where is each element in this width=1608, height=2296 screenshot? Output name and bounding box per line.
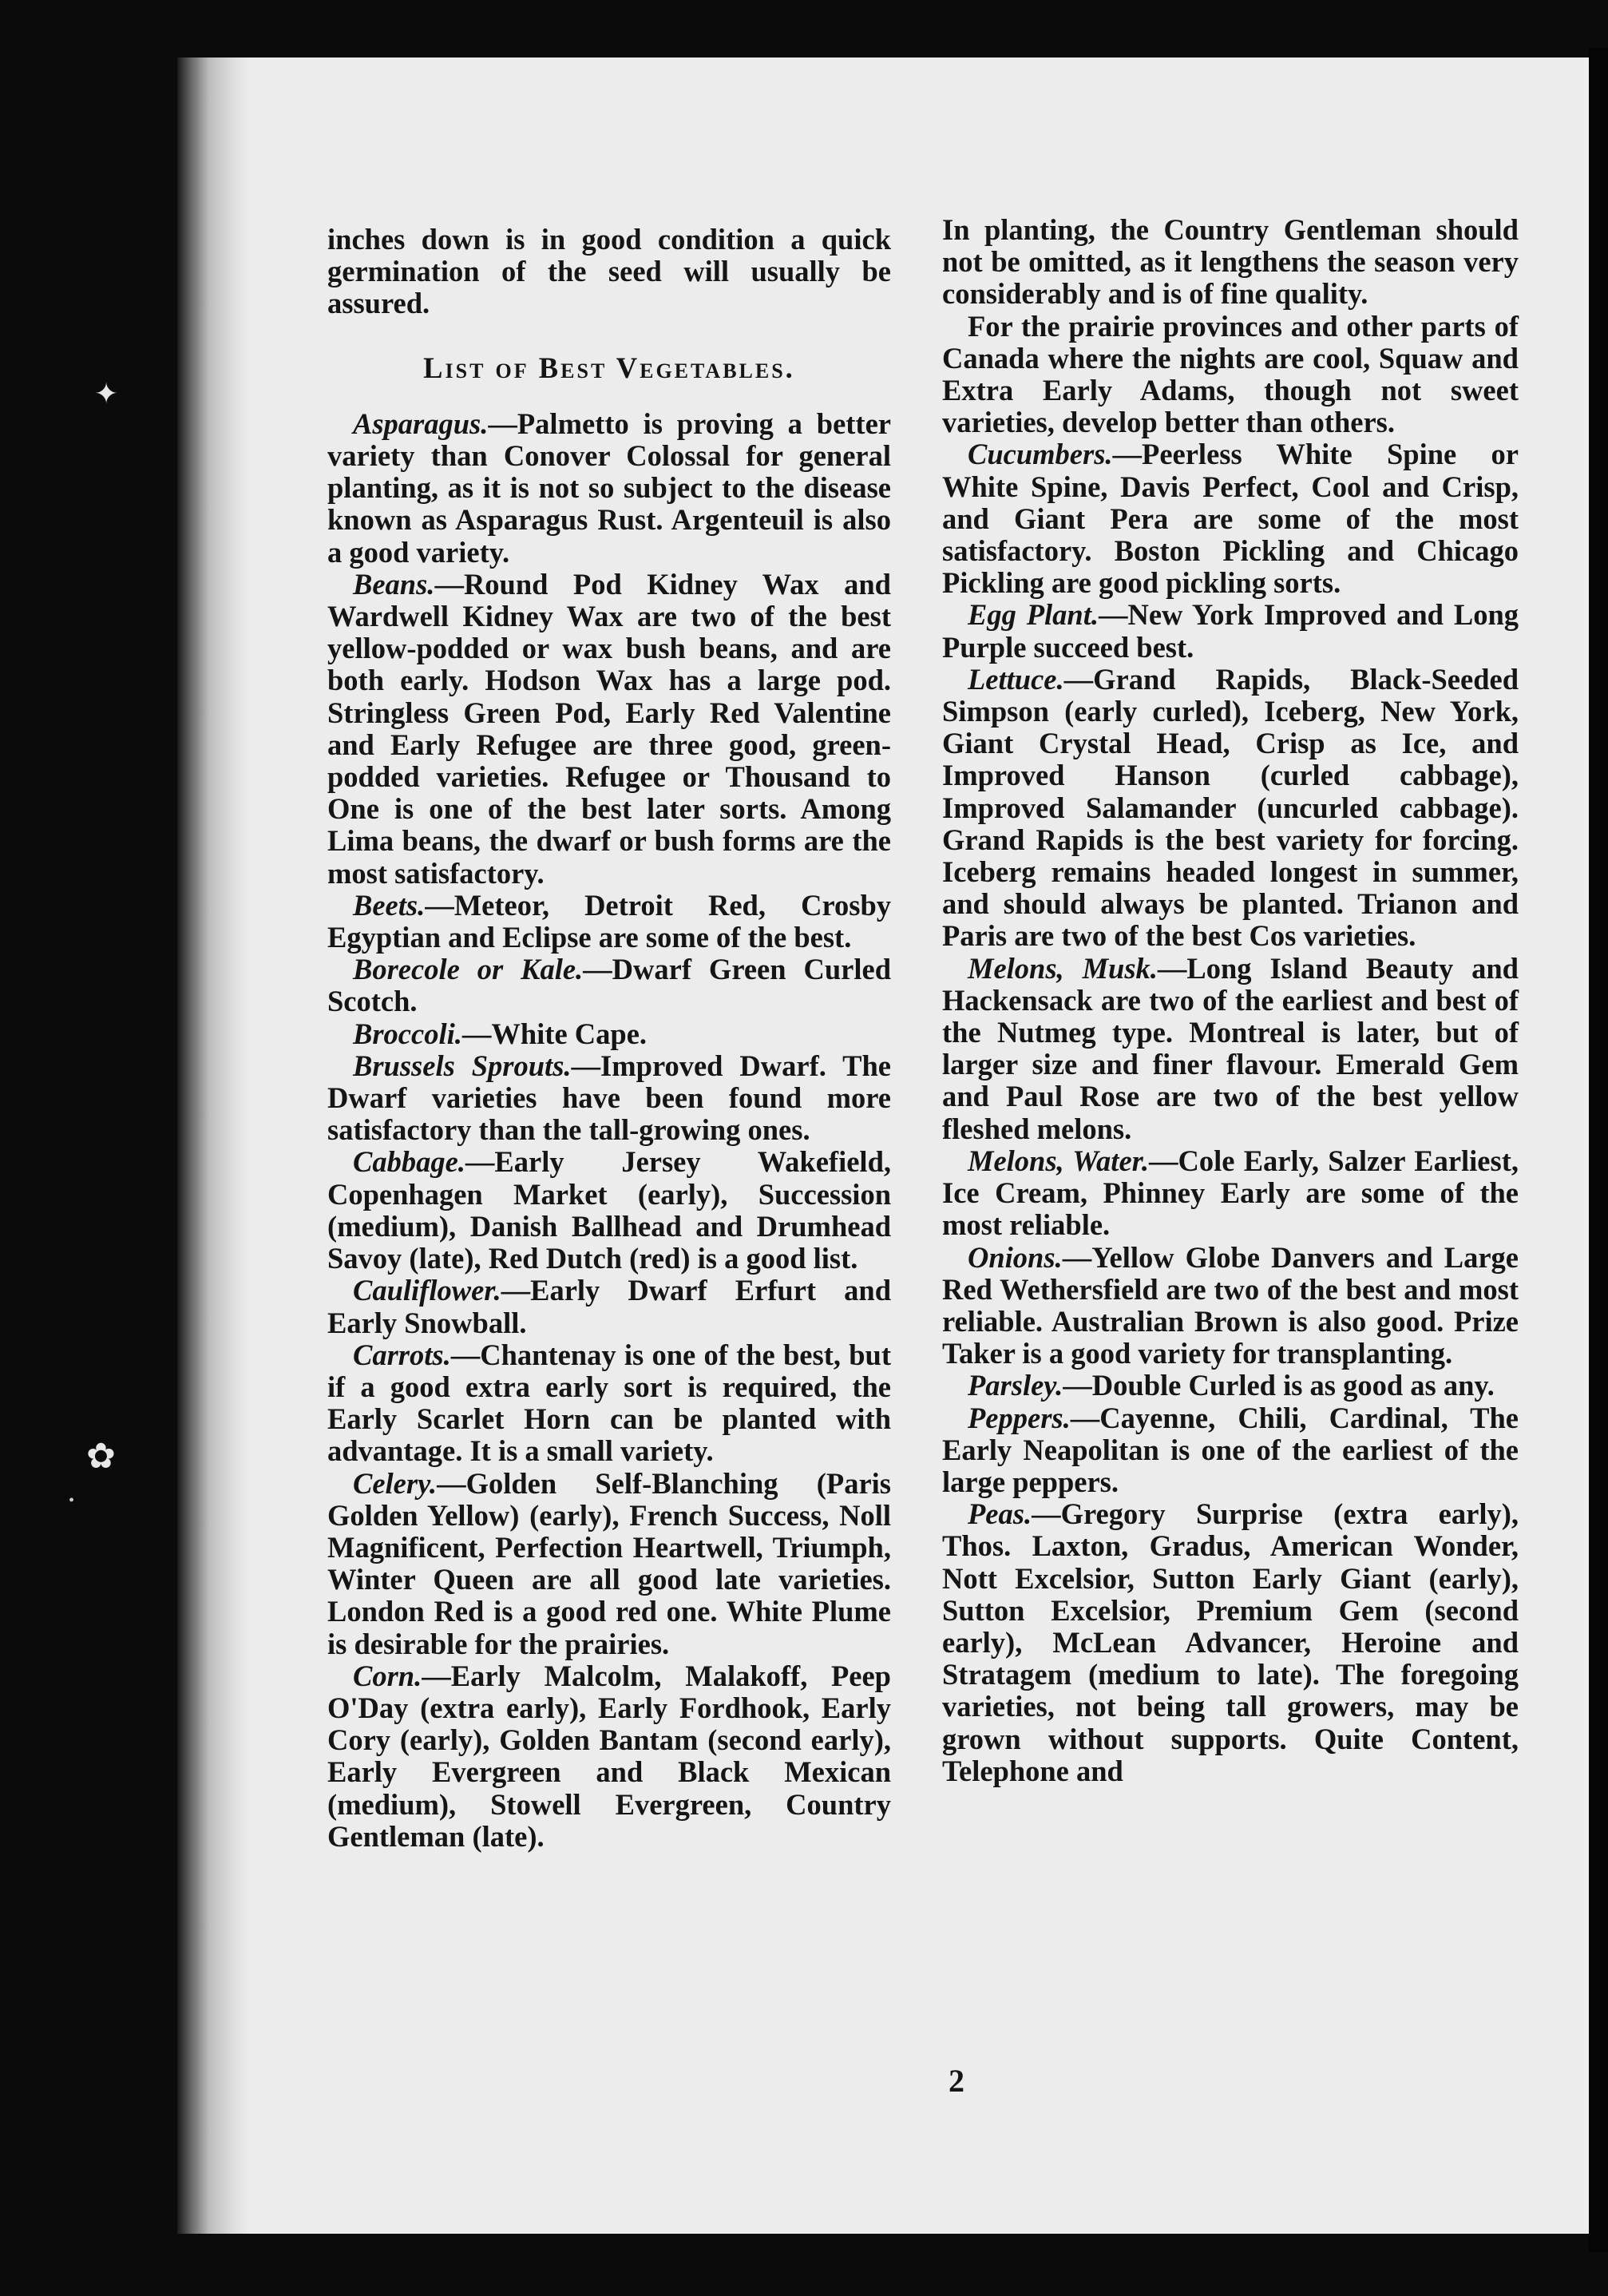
vegetable-entry <box>327 1660 891 1853</box>
speck-mark: ✿ <box>86 1437 116 1476</box>
vegetable-description: —Gregory Surprise (extra early), Thos. Laxton, Gradus, American Wonder, Nott Excelsior, Sutton Early Giant (early), Sutton Excelsior, Premium Gem (second early), McLean Advancer, Heroine and Stratagem (medium to late). The foregoing varieties, not being tall growers, may be grown without supports. Quite Content, Telephone and <box>942 1497 1519 1787</box>
vegetable-entry <box>327 1050 891 1147</box>
vegetable-name: Cauliflower. <box>353 1274 501 1307</box>
vegetable-description: —Yellow Globe Danvers and Large Red Wethersfield are two of the best and most reliable. Australian Brown is also good. Prize Taker is a good variety for transplanting. <box>942 1240 1519 1370</box>
vegetable-name: Corn. <box>353 1659 422 1692</box>
vegetable-name: Melons, Water. <box>968 1144 1149 1177</box>
vegetable-name: Egg Plant. <box>968 598 1099 632</box>
section-heading: List of Best Vegetables. <box>423 351 795 384</box>
vegetable-name: Carrots. <box>353 1338 451 1371</box>
binding-gutter <box>177 57 249 2234</box>
vegetable-entry <box>942 1242 1519 1370</box>
vegetable-entry <box>327 1468 891 1660</box>
vegetable-entry <box>942 599 1519 663</box>
vegetable-entry <box>942 1498 1519 1787</box>
vegetable-name: Lettuce. <box>968 662 1064 696</box>
vegetable-entry <box>327 1018 891 1050</box>
vegetable-name: Cucumbers. <box>968 438 1113 471</box>
vegetable-description: —Chantenay is one of the best, but if a good extra early sort is required, the Early Scarlet Horn can be planted with advantage. It is a small variety. <box>327 1338 891 1468</box>
vegetable-entry <box>327 408 891 569</box>
speck-mark: • <box>69 1492 75 1509</box>
vegetable-entry <box>327 890 891 954</box>
vegetable-description: —Grand Rapids, Black-Seeded Simpson (early curled), Iceberg, New York, Giant Crystal Head, Crisp as Ice, and Improved Hanson (curled cabbage), Improved Salamander (uncurled cabbage). Grand Rapids is the best variety for forcing. Iceberg remains headed longest in summer, and should always be planted. Trianon and Paris are two of the best Cos varieties. <box>942 662 1519 953</box>
paragraph: For the prairie provinces and other parts of Canada where the nights are cool, Squaw and Extra Early Adams, though not sweet varieties, develop better than others. <box>942 309 1519 439</box>
vegetable-entry <box>942 438 1519 599</box>
vegetable-description: —Early Jersey Wakefield, Copenhagen Market (early), Succession (medium), Danish Ballhead and Drumhead Savoy (late), Red Dutch (red) is a good list. <box>327 1145 891 1275</box>
vegetable-description: —Early Dwarf Erfurt and Early Snowball. <box>327 1274 891 1339</box>
vegetable-entry <box>327 1275 891 1338</box>
speck-mark: ✦ <box>94 378 119 410</box>
vegetable-name: Peas. <box>968 1497 1032 1531</box>
vegetable-name: Beets. <box>353 888 426 922</box>
vegetable-description: —White Cape. <box>461 1017 648 1050</box>
vegetable-description: —Early Malcolm, Malakoff, Peep O'Day (extra early), Early Fordhook, Early Cory (early), Golden Bantam (second early), Early Evergreen and Black Mexican (medium), Stowell Evergreen, Country Gentleman (late). <box>327 1659 891 1853</box>
vegetable-entry <box>327 569 891 890</box>
vegetable-description: —Improved Dwarf. The Dwarf varieties have been found more satisfactory than the tall-growing ones. <box>327 1049 892 1147</box>
vegetable-description: —New York Improved and Long Purple succeed best. <box>942 598 1519 664</box>
vegetable-description: —Round Pod Kidney Wax and Wardwell Kidney Wax are two of the best yellow-podded or wax bush beans, and are both early. Hodson Wax has a large pod. Stringless Green Pod, Early Red Valentine and Early Refugee are three good, green-podded varieties. Refugee or Thousand to One is one of the best later sorts. Among Lima beans, the dwarf or bush forms are the most satisfactory. <box>327 567 891 890</box>
vegetable-name: Parsley. <box>968 1369 1063 1402</box>
paragraph: In planting, the Country Gentleman should not be omitted, as it lengthens the season very considerably and is of fine quality. <box>942 213 1519 311</box>
vegetable-name: Borecole or Kale. <box>353 953 584 986</box>
vegetable-name: Cabbage. <box>353 1145 465 1179</box>
vegetable-description: —Cayenne, Chili, Cardinal, The Early Neapolitan is one of the earliest of the large peppers. <box>942 1401 1519 1498</box>
vegetable-description: —Peerless White Spine or White Spine, Davis Perfect, Cool and Crisp, and Giant Pera are some of the most satisfactory. Boston Pickling and Chicago Pickling are good pickling sorts. <box>942 438 1519 600</box>
vegetable-description: —Palmetto is proving a better variety than Conover Colossal for general planting, as it is not so subject to the disease known as Asparagus Rust. Argenteuil is also a good variety. <box>327 406 891 569</box>
vegetable-entry <box>942 664 1519 953</box>
right-column <box>942 214 1519 1787</box>
vegetable-entry <box>327 1339 891 1468</box>
vegetable-description: —Double Curled is as good as any. <box>1063 1369 1495 1402</box>
page-number: 2 <box>949 2063 964 2099</box>
vegetable-name: Asparagus. <box>353 406 489 440</box>
vegetable-name: Brussels Sprouts. <box>353 1049 572 1082</box>
paragraph: inches down is in good condition a quick germination of the seed will usually be assured. <box>327 223 891 320</box>
vegetable-entry <box>942 1145 1519 1242</box>
page-edge <box>1589 48 1608 2252</box>
vegetable-entry <box>942 1370 1519 1402</box>
vegetable-entry <box>327 954 891 1017</box>
vegetable-name: Melons, Musk. <box>968 951 1158 985</box>
vegetable-description: —Cole Early, Salzer Earliest, Ice Cream, Phinney Early are some of the most reliable. <box>942 1144 1519 1242</box>
vegetable-name: Celery. <box>353 1466 438 1500</box>
vegetable-name: Beans. <box>353 567 435 601</box>
vegetable-description: —Golden Self-Blanching (Paris Golden Yellow) (early), French Success, Noll Magnificent, Perfection Heartwell, Triumph, Winter Queen are all good late varieties. London Red is a good red one. White Plume is desirable for the prairies. <box>327 1466 891 1660</box>
vegetable-description: —Long Island Beauty and Hackensack are two of the earliest and best of the Nutmeg type. Montreal is later, but of larger size and finer flavour. Emerald Gem and Paul Rose are two of the best yellow fleshed melons. <box>942 951 1519 1145</box>
vegetable-entry <box>942 953 1519 1145</box>
vegetable-name: Onions. <box>968 1240 1063 1274</box>
vegetable-entry <box>327 1146 891 1275</box>
vegetable-description: —Meteor, Detroit Red, Crosby Egyptian and Eclipse are some of the best. <box>327 888 891 954</box>
vegetable-name: Broccoli. <box>353 1017 462 1050</box>
vegetable-description: —Dwarf Green Curled Scotch. <box>327 953 891 1018</box>
vegetable-name: Peppers. <box>968 1401 1071 1434</box>
vegetable-entry <box>942 1402 1519 1499</box>
left-column <box>327 224 891 1853</box>
